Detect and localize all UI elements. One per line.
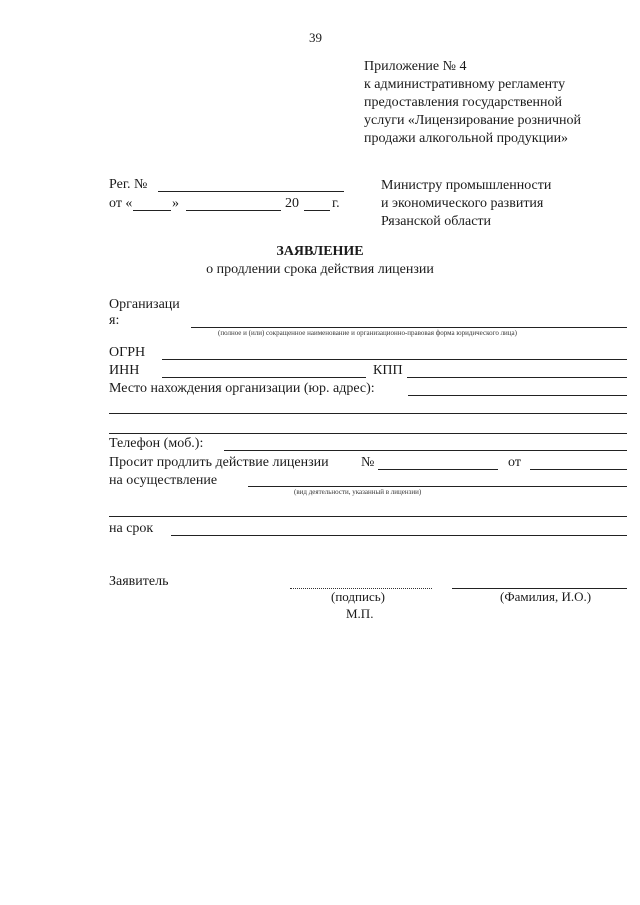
- reg-number-line[interactable]: [158, 191, 344, 192]
- license-number-sign: №: [361, 455, 375, 470]
- reg-day-line[interactable]: [133, 210, 171, 211]
- appendix-line-3: предоставления государственной: [364, 95, 563, 110]
- appendix-line-5: продажи алкогольной продукции»: [364, 131, 569, 146]
- license-number-line[interactable]: [378, 469, 498, 470]
- phone-line[interactable]: [224, 450, 627, 451]
- ogrn-label: ОГРН: [109, 345, 146, 360]
- term-label: на срок: [109, 521, 154, 536]
- activity-hint: (вид деятельности, указанный в лицензии): [294, 488, 422, 496]
- address-line-3[interactable]: [109, 433, 627, 434]
- addressee-line-1: Министру промышленности: [381, 178, 552, 193]
- org-label-2: я:: [109, 313, 120, 328]
- reg-year-prefix: 20: [285, 196, 299, 211]
- reg-month-line[interactable]: [186, 210, 281, 211]
- inn-label: ИНН: [109, 363, 140, 378]
- appendix-line-4: услуги «Лицензирование розничной: [364, 113, 582, 128]
- kpp-line[interactable]: [407, 377, 627, 378]
- inn-line[interactable]: [162, 377, 366, 378]
- phone-label: Телефон (моб.):: [109, 436, 204, 451]
- license-date-line[interactable]: [530, 469, 627, 470]
- extend-label: Просит продлить действие лицензии: [109, 455, 329, 470]
- signature-hint: (подпись): [331, 589, 385, 604]
- stamp-label: М.П.: [346, 606, 374, 621]
- appendix-line-1: Приложение № 4: [364, 59, 467, 74]
- reg-year-suffix: г.: [332, 196, 340, 211]
- reg-from-label: от «: [109, 196, 133, 211]
- document-title: ЗАЯВЛЕНИЕ: [276, 244, 364, 259]
- address-label: Место нахождения организации (юр. адрес):: [109, 381, 375, 396]
- activity-line-2[interactable]: [109, 516, 627, 517]
- document-subtitle: о продлении срока действия лицензии: [206, 262, 434, 277]
- applicant-label: Заявитель: [109, 574, 169, 589]
- ogrn-line[interactable]: [162, 359, 627, 360]
- org-name-line[interactable]: [191, 327, 627, 328]
- full-name-hint: (Фамилия, И.О.): [500, 589, 592, 604]
- activity-label: на осуществление: [109, 473, 218, 488]
- reg-from-close: »: [172, 196, 179, 211]
- org-label-1: Организаци: [109, 297, 180, 312]
- page-number: 39: [309, 30, 322, 45]
- addressee-line-3: Рязанской области: [381, 214, 492, 229]
- reg-label: Рег. №: [109, 177, 148, 192]
- term-line[interactable]: [171, 535, 627, 536]
- address-line-2[interactable]: [109, 413, 627, 414]
- org-hint: (полное и (или) сокращенное наименование и организационно-правовая форма юридического лица): [218, 329, 517, 337]
- address-line-1[interactable]: [408, 395, 627, 396]
- reg-year-line[interactable]: [304, 210, 330, 211]
- addressee-line-2: и экономического развития: [381, 196, 544, 211]
- kpp-label: КПП: [373, 363, 403, 378]
- activity-line[interactable]: [248, 486, 627, 487]
- appendix-line-2: к административному регламенту: [364, 77, 566, 92]
- license-from-label: от: [508, 455, 521, 470]
